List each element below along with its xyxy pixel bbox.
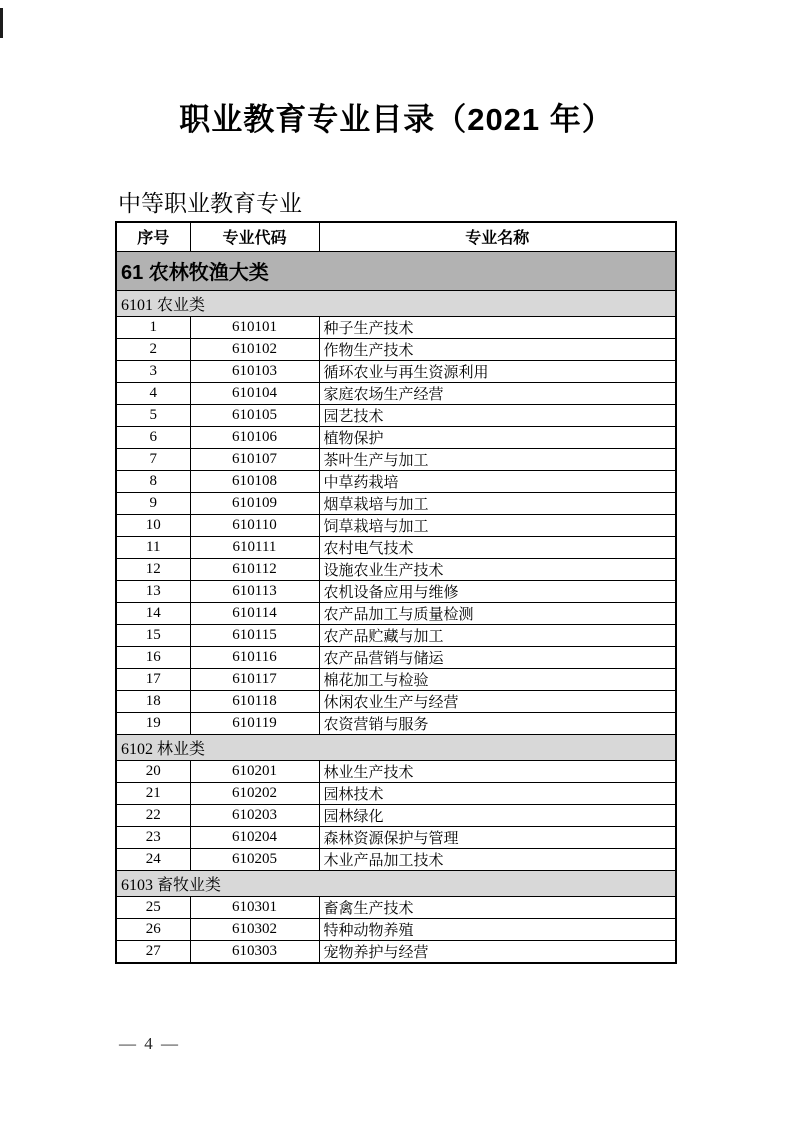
table-row bbox=[116, 492, 676, 514]
cell-serial: 20 bbox=[116, 760, 190, 782]
cell-serial: 1 bbox=[116, 316, 190, 338]
cell-name: 园林绿化 bbox=[319, 804, 676, 826]
cell-code: 610205 bbox=[190, 848, 319, 870]
section-label: 61 农林牧渔大类 bbox=[116, 251, 676, 290]
cell-serial: 5 bbox=[116, 404, 190, 426]
cell-serial: 6 bbox=[116, 426, 190, 448]
cell-name: 农产品加工与质量检测 bbox=[319, 602, 676, 624]
cell-name: 农机设备应用与维修 bbox=[319, 580, 676, 602]
cell-code: 610108 bbox=[190, 470, 319, 492]
cell-name: 茶叶生产与加工 bbox=[319, 448, 676, 470]
cell-name: 中草药栽培 bbox=[319, 470, 676, 492]
table-row bbox=[116, 896, 676, 918]
column-header-code: 专业代码 bbox=[190, 222, 319, 251]
minor-section-row bbox=[116, 290, 676, 316]
table-row bbox=[116, 624, 676, 646]
minor-section-row bbox=[116, 870, 676, 896]
cell-code: 610101 bbox=[190, 316, 319, 338]
cell-code: 610109 bbox=[190, 492, 319, 514]
column-header-serial: 序号 bbox=[116, 222, 190, 251]
cell-name: 农产品贮藏与加工 bbox=[319, 624, 676, 646]
cell-serial: 12 bbox=[116, 558, 190, 580]
cell-serial: 23 bbox=[116, 826, 190, 848]
cell-code: 610105 bbox=[190, 404, 319, 426]
cell-serial: 17 bbox=[116, 668, 190, 690]
table-row bbox=[116, 558, 676, 580]
cell-name: 作物生产技术 bbox=[319, 338, 676, 360]
cell-name: 宠物养护与经营 bbox=[319, 940, 676, 963]
cell-code: 610111 bbox=[190, 536, 319, 558]
table-row bbox=[116, 404, 676, 426]
cell-serial: 16 bbox=[116, 646, 190, 668]
cell-code: 610204 bbox=[190, 826, 319, 848]
table-header-row bbox=[116, 222, 676, 251]
cell-name: 休闲农业生产与经营 bbox=[319, 690, 676, 712]
minor-section-row bbox=[116, 734, 676, 760]
table-row bbox=[116, 426, 676, 448]
table-row bbox=[116, 360, 676, 382]
table-body bbox=[116, 251, 676, 963]
cell-name: 家庭农场生产经营 bbox=[319, 382, 676, 404]
section-label: 6102 林业类 bbox=[116, 734, 676, 760]
cell-name: 种子生产技术 bbox=[319, 316, 676, 338]
cell-serial: 10 bbox=[116, 514, 190, 536]
table-row bbox=[116, 804, 676, 826]
cell-code: 610102 bbox=[190, 338, 319, 360]
cell-code: 610106 bbox=[190, 426, 319, 448]
cell-serial: 4 bbox=[116, 382, 190, 404]
column-header-name: 专业名称 bbox=[319, 222, 676, 251]
cell-name: 农产品营销与储运 bbox=[319, 646, 676, 668]
table-row bbox=[116, 602, 676, 624]
section-label: 6101 农业类 bbox=[116, 290, 676, 316]
cell-name: 农村电气技术 bbox=[319, 536, 676, 558]
table-row bbox=[116, 760, 676, 782]
cell-name: 饲草栽培与加工 bbox=[319, 514, 676, 536]
cell-code: 610116 bbox=[190, 646, 319, 668]
table-row bbox=[116, 338, 676, 360]
cell-serial: 8 bbox=[116, 470, 190, 492]
cell-name: 林业生产技术 bbox=[319, 760, 676, 782]
table-row bbox=[116, 382, 676, 404]
table-row bbox=[116, 316, 676, 338]
table-row bbox=[116, 514, 676, 536]
cell-serial: 25 bbox=[116, 896, 190, 918]
cell-code: 610201 bbox=[190, 760, 319, 782]
cell-code: 610118 bbox=[190, 690, 319, 712]
cell-code: 610117 bbox=[190, 668, 319, 690]
cell-code: 610202 bbox=[190, 782, 319, 804]
cell-code: 610302 bbox=[190, 918, 319, 940]
cell-name: 循环农业与再生资源利用 bbox=[319, 360, 676, 382]
cell-serial: 27 bbox=[116, 940, 190, 963]
cell-serial: 11 bbox=[116, 536, 190, 558]
table-row bbox=[116, 940, 676, 963]
cell-serial: 15 bbox=[116, 624, 190, 646]
table-row bbox=[116, 826, 676, 848]
scan-artifact-mark bbox=[0, 8, 3, 38]
table-row bbox=[116, 690, 676, 712]
cell-serial: 26 bbox=[116, 918, 190, 940]
specialty-catalog-table bbox=[115, 221, 677, 964]
cell-serial: 9 bbox=[116, 492, 190, 514]
cell-name: 森林资源保护与管理 bbox=[319, 826, 676, 848]
cell-code: 610103 bbox=[190, 360, 319, 382]
cell-code: 610114 bbox=[190, 602, 319, 624]
cell-code: 610303 bbox=[190, 940, 319, 963]
cell-code: 610203 bbox=[190, 804, 319, 826]
cell-serial: 13 bbox=[116, 580, 190, 602]
cell-name: 设施农业生产技术 bbox=[319, 558, 676, 580]
cell-code: 610115 bbox=[190, 624, 319, 646]
cell-name: 特种动物养殖 bbox=[319, 918, 676, 940]
table-row bbox=[116, 470, 676, 492]
table-row bbox=[116, 782, 676, 804]
cell-name: 园林技术 bbox=[319, 782, 676, 804]
table-row bbox=[116, 448, 676, 470]
cell-code: 610104 bbox=[190, 382, 319, 404]
cell-name: 农资营销与服务 bbox=[319, 712, 676, 734]
section-subtitle: 中等职业教育专业 bbox=[118, 190, 302, 216]
cell-serial: 2 bbox=[116, 338, 190, 360]
section-label: 6103 畜牧业类 bbox=[116, 870, 676, 896]
cell-name: 烟草栽培与加工 bbox=[319, 492, 676, 514]
cell-name: 园艺技术 bbox=[319, 404, 676, 426]
cell-serial: 14 bbox=[116, 602, 190, 624]
cell-serial: 3 bbox=[116, 360, 190, 382]
cell-code: 610113 bbox=[190, 580, 319, 602]
table-row bbox=[116, 536, 676, 558]
cell-serial: 19 bbox=[116, 712, 190, 734]
cell-name: 畜禽生产技术 bbox=[319, 896, 676, 918]
cell-serial: 7 bbox=[116, 448, 190, 470]
cell-name: 木业产品加工技术 bbox=[319, 848, 676, 870]
table-row bbox=[116, 848, 676, 870]
cell-name: 植物保护 bbox=[319, 426, 676, 448]
table-row bbox=[116, 646, 676, 668]
cell-name: 棉花加工与检验 bbox=[319, 668, 676, 690]
page-number: — 4 — bbox=[119, 1034, 180, 1053]
cell-serial: 22 bbox=[116, 804, 190, 826]
cell-serial: 21 bbox=[116, 782, 190, 804]
table-row bbox=[116, 580, 676, 602]
cell-serial: 18 bbox=[116, 690, 190, 712]
cell-code: 610119 bbox=[190, 712, 319, 734]
cell-code: 610107 bbox=[190, 448, 319, 470]
cell-serial: 24 bbox=[116, 848, 190, 870]
table-row bbox=[116, 712, 676, 734]
cell-code: 610112 bbox=[190, 558, 319, 580]
table-row bbox=[116, 668, 676, 690]
cell-code: 610301 bbox=[190, 896, 319, 918]
cell-code: 610110 bbox=[190, 514, 319, 536]
major-section-row bbox=[116, 251, 676, 290]
page-title: 职业教育专业目录（2021 年） bbox=[179, 102, 614, 137]
table-row bbox=[116, 918, 676, 940]
